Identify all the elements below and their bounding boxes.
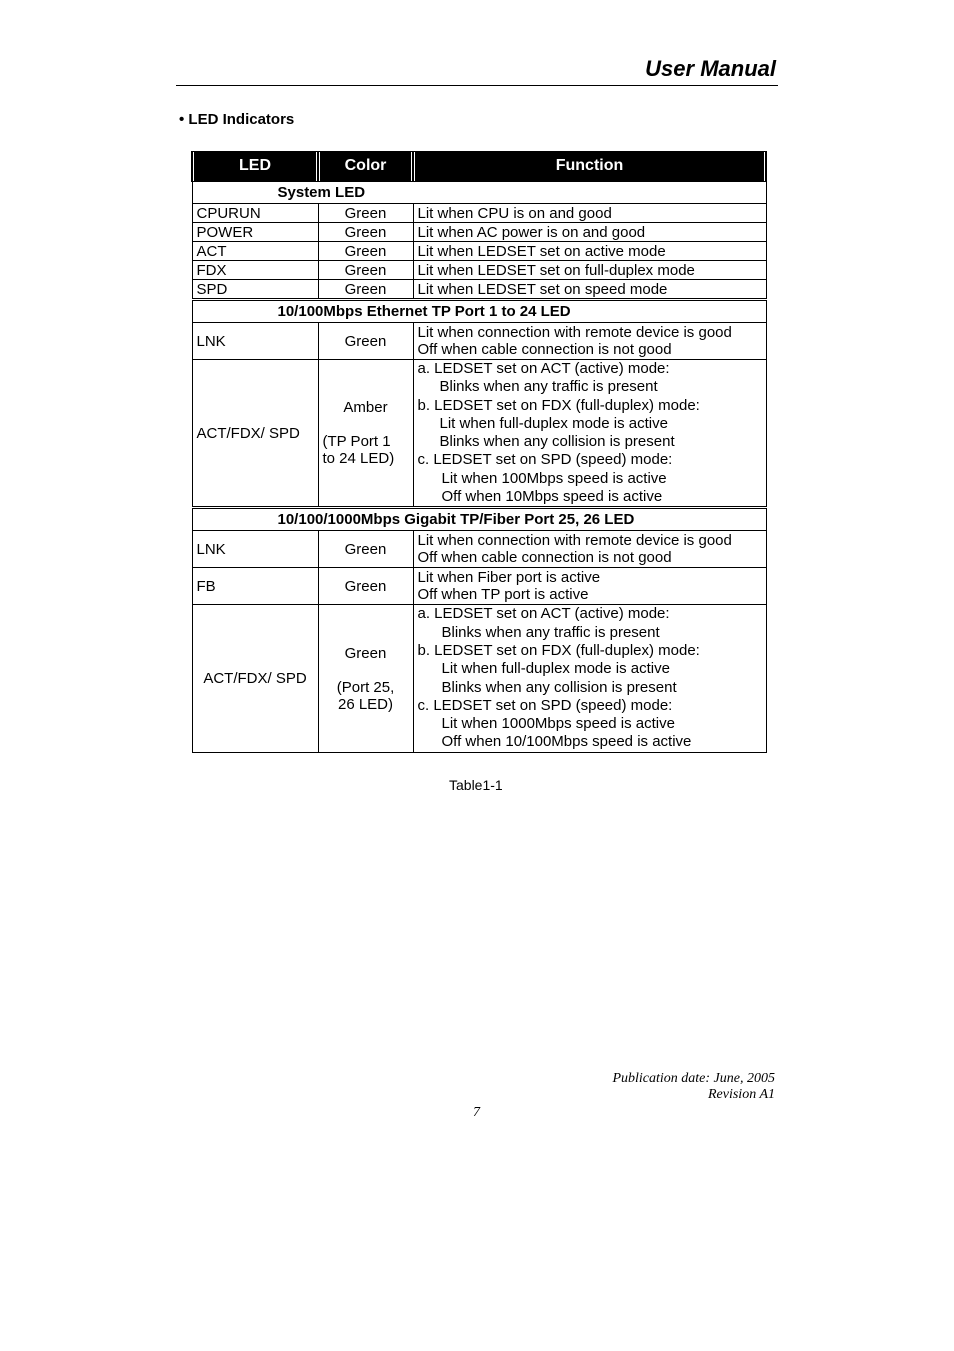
publication-info <box>612 1071 775 1103</box>
header-color: Color <box>318 152 413 181</box>
led-name: ACT/FDX/ SPD <box>192 605 318 752</box>
function-line: Blinks when any collision is present <box>439 433 675 451</box>
function-line: Lit when connection with remote device is good <box>417 532 732 550</box>
function-line: Blinks when any collision is present <box>441 678 677 696</box>
led-table <box>190 151 768 753</box>
page-number: 7 <box>473 1105 480 1120</box>
color-line: 26 LED) <box>337 695 394 713</box>
section-row-system <box>192 181 766 204</box>
system-section-title: System LED <box>192 181 766 204</box>
led-color: Green <box>318 280 413 300</box>
function-line: b. LEDSET set on FDX (full-duplex) mode: <box>417 641 700 659</box>
function-line: a. LEDSET set on ACT (active) mode: <box>417 360 670 377</box>
header-rule <box>176 85 778 86</box>
led-color <box>318 605 413 752</box>
table-row <box>192 242 766 261</box>
led-name: FDX <box>192 261 318 280</box>
led-color: Green <box>318 568 413 605</box>
table-row <box>192 360 766 508</box>
function-line: Lit when full-duplex mode is active <box>439 414 668 432</box>
function-line: Lit when connection with remote device is good <box>417 324 732 341</box>
function-line: Off when 10Mbps speed is active <box>441 488 663 506</box>
function-line: Blinks when any traffic is present <box>441 623 660 641</box>
color-line: to 24 LED) <box>322 450 395 468</box>
led-function: Lit when CPU is on and good <box>413 204 766 223</box>
table-row <box>192 568 766 605</box>
led-name: SPD <box>192 280 318 300</box>
section-row-tp <box>192 300 766 323</box>
table-row <box>192 204 766 223</box>
color-line: Amber <box>343 399 388 417</box>
led-name: LNK <box>192 323 318 360</box>
color-line: (TP Port 1 <box>322 433 391 451</box>
led-color: Green <box>318 242 413 261</box>
led-color: Green <box>318 323 413 360</box>
section-row-gigabit <box>192 508 766 531</box>
section-title: • LED Indicators <box>179 111 295 128</box>
function-line: Off when cable connection is not good <box>417 341 672 358</box>
led-name: ACT <box>192 242 318 261</box>
function-line: Lit when full-duplex mode is active <box>441 660 670 678</box>
led-color <box>318 360 413 508</box>
table-header-row <box>192 152 766 181</box>
led-color: Green <box>318 223 413 242</box>
function-line: c. LEDSET set on SPD (speed) mode: <box>417 696 673 714</box>
led-function: Lit when LEDSET set on active mode <box>413 242 766 261</box>
led-color: Green <box>318 531 413 568</box>
led-name: ACT/FDX/ SPD <box>192 360 318 508</box>
function-line: b. LEDSET set on FDX (full-duplex) mode: <box>417 396 700 414</box>
table-row <box>192 223 766 242</box>
table-row <box>192 531 766 568</box>
led-function <box>413 531 766 568</box>
page-header-title: User Manual <box>645 56 776 81</box>
function-line: c. LEDSET set on SPD (speed) mode: <box>417 451 673 469</box>
header-function: Function <box>413 152 766 181</box>
table-row <box>192 605 766 752</box>
table-row <box>192 323 766 360</box>
function-line: Lit when 100Mbps speed is active <box>441 469 667 487</box>
led-color: Green <box>318 204 413 223</box>
function-line: Lit when 1000Mbps speed is active <box>441 715 675 733</box>
led-function: Lit when AC power is on and good <box>413 223 766 242</box>
led-name: POWER <box>192 223 318 242</box>
led-function <box>413 323 766 360</box>
table-caption: Table1-1 <box>449 777 503 793</box>
gig-section-title: 10/100/1000Mbps Gigabit TP/Fiber Port 25, 26 LED <box>192 508 766 531</box>
color-line: Green <box>344 644 387 662</box>
led-function <box>413 605 766 752</box>
function-line: Off when 10/100Mbps speed is active <box>441 733 692 751</box>
led-name: LNK <box>192 531 318 568</box>
led-function: Lit when LEDSET set on speed mode <box>413 280 766 300</box>
tp-section-title: 10/100Mbps Ethernet TP Port 1 to 24 LED <box>192 300 766 323</box>
led-function <box>413 568 766 605</box>
table-row <box>192 280 766 300</box>
color-line: (Port 25, <box>336 678 395 696</box>
function-line: a. LEDSET set on ACT (active) mode: <box>417 605 670 623</box>
publication-date: Publication date: June, 2005 <box>612 1071 775 1086</box>
led-color: Green <box>318 261 413 280</box>
led-name: FB <box>192 568 318 605</box>
function-line: Blinks when any traffic is present <box>439 378 658 396</box>
function-line: Off when TP port is active <box>417 586 589 604</box>
revision: Revision A1 <box>707 1087 775 1102</box>
led-name: CPURUN <box>192 204 318 223</box>
led-function <box>413 360 766 508</box>
function-line: Off when cable connection is not good <box>417 549 672 567</box>
led-function: Lit when LEDSET set on full-duplex mode <box>413 261 766 280</box>
table-row <box>192 261 766 280</box>
function-line: Lit when Fiber port is active <box>417 569 601 587</box>
header-led: LED <box>192 152 318 181</box>
